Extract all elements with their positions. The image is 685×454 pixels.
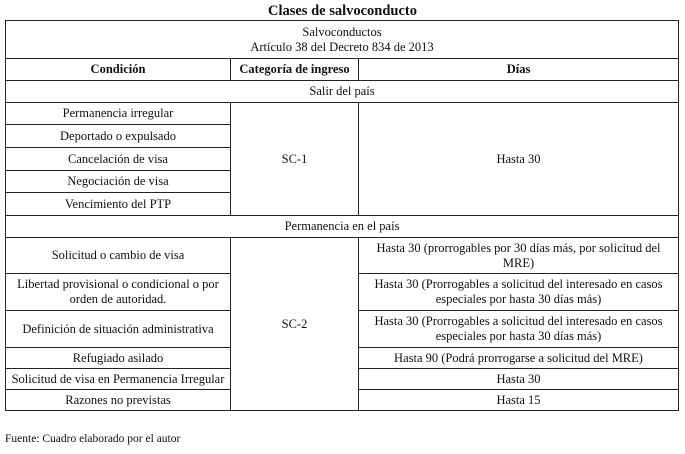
category-cell-sc2: SC-2 [231,238,359,411]
header-title: Salvoconductos [302,24,382,39]
condition-cell: Refugiado asilado [6,348,231,369]
column-header-condicion: Condición [6,59,231,81]
table-row [6,103,679,125]
condition-cell: Solicitud o cambio de visa [6,238,231,274]
column-header-dias: Días [359,59,679,81]
condition-cell: Deportado o expulsado [6,125,231,148]
column-header-row [6,59,679,81]
days-cell: Hasta 30 (Prorrogables a solicitud del interesado en casos especiales por hasta 30 días más) [359,274,679,311]
condition-cell: Permanencia irregular [6,103,231,125]
salvoconducto-table [5,20,679,411]
table-row [6,238,679,274]
condition-cell: Cancelación de visa [6,148,231,171]
section-row [6,81,679,103]
days-cell: Hasta 15 [359,390,679,411]
days-cell: Hasta 30 [359,369,679,390]
header-subtitle: Artículo 38 del Decreto 834 de 2013 [250,39,434,54]
section-label-permanencia: Permanencia en el país [6,216,679,238]
section-row [6,216,679,238]
days-cell: Hasta 30 (Prorrogables a solicitud del interesado en casos especiales por hasta 30 días más) [359,311,679,348]
condition-cell: Vencimiento del PTP [6,193,231,216]
days-cell: Hasta 90 (Podrá prorrogarse a solicitud del MRE) [359,348,679,369]
header-banner-row [6,21,679,59]
source-note: Fuente: Cuadro elaborado por el autor [5,433,181,445]
column-header-categoria: Categoría de ingreso [231,59,359,81]
condition-cell: Solicitud de visa en Permanencia Irregular [6,369,231,390]
condition-cell: Definición de situación administrativa [6,311,231,348]
section-label-salir: Salir del país [6,81,679,103]
table-title: Clases de salvoconducto [267,3,418,19]
category-cell-sc1: SC-1 [231,103,359,216]
days-cell-sc1: Hasta 30 [359,103,679,216]
header-banner-cell [6,21,679,59]
condition-cell: Negociación de visa [6,171,231,193]
condition-cell: Razones no previstas [6,390,231,411]
condition-cell: Libertad provisional o condicional o por orden de autoridad. [6,274,231,311]
days-cell: Hasta 30 (prorrogables por 30 días más, por solicitud del MRE) [359,238,679,274]
